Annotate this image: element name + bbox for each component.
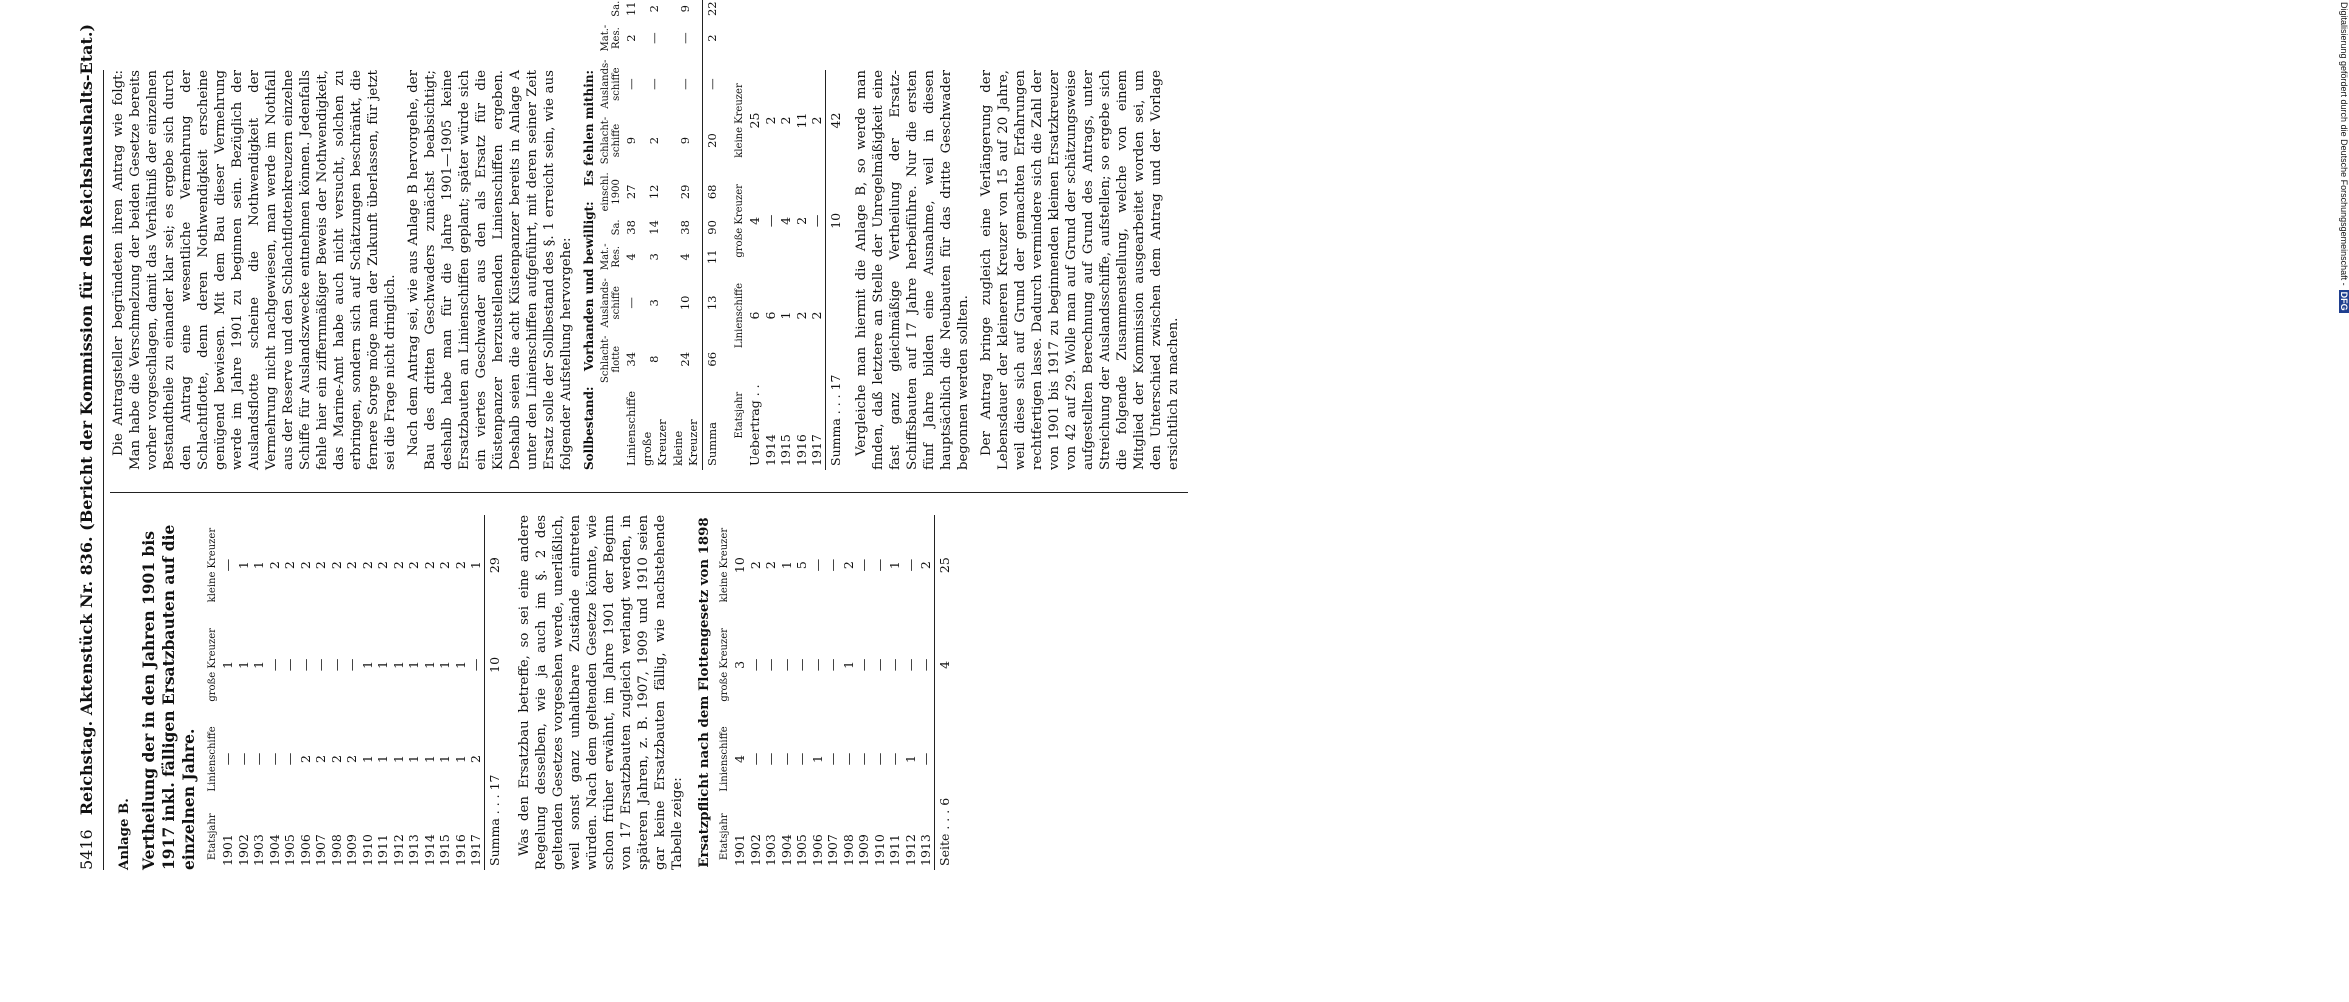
table-cell: 2	[793, 216, 809, 225]
table-row	[748, 515, 764, 870]
sum-cell: 10	[825, 171, 843, 271]
table-row	[267, 515, 283, 870]
table-row	[375, 515, 391, 870]
table-row	[763, 70, 779, 470]
ersatz-table	[732, 70, 843, 470]
paragraph-vergleiche: Vergleiche man hiermit die Anlage B, so werde man finden, daß letztere an Stelle der Unregelmäßigkeit eine fast ganz gleichmäßige Vertheilung der Ersatz-Schiffsbauten auf 17 Jahre herbeiführe. Nur die ersten fünf Jahre bilden eine Ausnahme, weil in diesen hauptsächlich die Neubauten für das dritte Geschwader begonnen werden sollten.	[854, 70, 971, 470]
table-cell: 1	[359, 754, 375, 763]
row-label: 1917	[468, 834, 483, 866]
table-row	[763, 515, 779, 870]
table-row	[360, 515, 376, 870]
table-cell: 2	[793, 311, 809, 320]
table-cell: 2	[313, 754, 328, 763]
table-cell: 12	[647, 184, 662, 200]
table-cell: —	[778, 658, 794, 672]
table-row	[825, 515, 841, 870]
row-label: 1917	[809, 434, 824, 466]
table-cell: 2	[809, 311, 824, 320]
anlage-b-table	[205, 515, 502, 870]
row-label: 1914	[762, 434, 778, 466]
table-cell: —	[747, 658, 763, 672]
table-cell: 1	[251, 561, 266, 570]
column-header: Auslands-schiffe	[600, 59, 622, 109]
table-cell: 1	[840, 660, 856, 669]
table-row	[220, 515, 236, 870]
paragraph-ersatzbau: Was den Ersatzbau betreffe, so sei eine andere Regelung desselben, wie ja auch im §. 2 des geltenden Gesetzes vorgesehen werde, unerläßlich, weil sonst ganz unhaltbare Zustände eintreten würden. Nach dem geltenden Gesetze könnte, wie schon früher erwähnt, im Jahre 1901 der Beginn von 17 Ersatzbauten zugleich verlangt werden, in späteren Jahren, z. B. 1907, 1909 und 1910 seien gar keine Ersatzbauten fällig, wie nachstehende Tabelle zeige:	[517, 514, 685, 870]
table-cell: —	[809, 214, 824, 228]
table-cell: 11	[624, 1, 638, 17]
table-cell: 8	[647, 355, 662, 363]
table-cell: 1	[421, 754, 437, 763]
table-row	[468, 515, 484, 870]
row-label: 1904	[778, 834, 794, 866]
row-label: 1905	[282, 834, 297, 866]
table-cell: 2	[344, 561, 359, 570]
table-cell: —	[328, 658, 344, 672]
column-header: große Kreuzer	[207, 628, 218, 702]
table-cell: 4	[678, 253, 693, 261]
row-label: 1903	[763, 834, 778, 866]
table-row	[810, 515, 826, 870]
table-cell: —	[902, 658, 918, 672]
table-cell: 1	[251, 660, 266, 669]
paragraph-antrag: Die Antragsteller begründeten ihren Antrag wie folgt: Man habe die Verschmelzung der beiden Gesetze bereits vorher vorgeschlagen, damit das Verhältniß der einzelnen Bestandtheile zu einander klar sei; es ergebe sich durch den Antrag eine wesentliche Vermehrung der Schlachtflotte, denn deren Nothwendigkeit erscheine genügend bewiesen. Mit dem Bau dieser Vermehrung werde im Jahre 1901 zu beginnen sein. Bezüglich der Auslandsflotte scheine die Nothwendigkeit der Vermehrung nicht nachgewiesen, man werde im Nothfall aus der Reserve und den Schlachtflottenkreuzern einzelne Schiffe für Auslandszwecke entnehmen können. Jedenfalls fehle hier ein ziffernmäßiger Beweis der Nothwendigkeit, das Marine-Amt habe auch nicht versucht, solchen zu erbringen, sondern sich auf Schätzungen beschränkt, die fernere Sorge möge man der Zukunft überlassen, für jetzt sei die Frage nicht dringlich.	[111, 70, 398, 470]
table-cell: —	[871, 752, 887, 766]
table-row	[671, 0, 703, 470]
sum-cell: 2	[702, 21, 720, 56]
table-cell: 2	[840, 561, 856, 570]
row-label: 1907	[313, 834, 328, 866]
table-cell: 2	[406, 561, 421, 570]
table-cell: 1	[359, 660, 375, 669]
column-header: große Kreuzer	[719, 628, 730, 702]
table-row	[841, 515, 857, 870]
row-label: 1912	[902, 834, 918, 866]
table-row	[624, 0, 640, 470]
column-header: Mat.-Res.	[600, 24, 622, 52]
column-header: Sa.	[611, 0, 622, 17]
column-header: kleine Kreuzer	[719, 527, 730, 603]
column-header: Auslands-schiffe	[600, 278, 622, 328]
table-row	[856, 515, 872, 870]
flottengesetz-title: Ersatzpflicht nach dem Flottengesetz von 1898	[697, 517, 712, 868]
column-header: Etatsjahr	[207, 813, 218, 861]
column-header: große Kreuzer	[734, 184, 745, 258]
row-label: 1909	[856, 834, 871, 866]
footer	[1349, 0, 2349, 1000]
table-cell: —	[871, 658, 887, 672]
table-cell: —	[778, 752, 794, 766]
table-row	[282, 515, 298, 870]
row-label: kleine Kreuzer	[670, 419, 700, 466]
table-cell: 1	[390, 660, 406, 669]
sum-cell: 68	[702, 168, 720, 215]
right-column	[110, 0, 1188, 470]
table-cell: —	[825, 752, 840, 766]
table-cell: —	[344, 658, 359, 672]
table-cell: 24	[678, 351, 693, 367]
table-cell: 2	[918, 561, 933, 570]
table-cell: 2	[266, 561, 282, 570]
row-label: 1915	[437, 834, 452, 866]
sum-row	[934, 515, 952, 870]
table-cell: 2	[624, 34, 638, 42]
table-cell: 9	[678, 5, 693, 13]
table-cell: —	[809, 558, 825, 572]
left-column	[110, 515, 1188, 870]
table-cell: 1	[778, 561, 794, 570]
table-cell: 2	[747, 561, 763, 570]
group-soll: Sollbestand:	[582, 386, 596, 470]
flottengesetz-table	[717, 515, 952, 870]
table-cell: 2	[647, 136, 662, 145]
row-label: 1908	[328, 834, 344, 866]
row-label: 1910	[871, 834, 887, 866]
table-cell: 1	[452, 660, 468, 669]
table-cell: —	[282, 658, 297, 672]
table-cell: —	[313, 658, 328, 672]
table-cell: 2	[328, 754, 344, 763]
table-cell: —	[678, 78, 693, 90]
table-cell: 1	[406, 754, 421, 763]
group-fehlen: Es fehlen mithin:	[582, 70, 596, 186]
anlage-b-title: Vertheilung der in den Jahren 1901 bis 1917 inkl. fälligen Ersatzbauten auf die einzelnen Jahre.	[139, 524, 198, 870]
table-row	[887, 515, 903, 870]
row-label: 1901	[732, 834, 747, 866]
table-cell: —	[809, 658, 825, 672]
table-row	[391, 515, 407, 870]
sum-label: Summa	[702, 387, 720, 470]
table-cell: 1	[220, 660, 235, 669]
table-cell: —	[794, 752, 809, 766]
sum-cell: 90	[702, 215, 720, 239]
row-label: 1906	[809, 834, 825, 866]
table-cell: 3	[732, 660, 747, 669]
sum-label: Summa . . . 17	[825, 271, 843, 470]
sum-label: Seite . . . 6	[934, 714, 952, 870]
sum-row	[702, 0, 720, 470]
table-row	[453, 515, 469, 870]
table-cell: 1	[406, 660, 421, 669]
column-header	[598, 387, 624, 470]
table-cell: —	[468, 658, 483, 672]
sollbestand-group-headers	[581, 70, 598, 470]
table-cell: 34	[624, 351, 638, 367]
column-divider	[110, 492, 1188, 493]
table-cell: 2	[390, 561, 406, 570]
table-row	[236, 515, 252, 870]
column-header: einschl. 1900	[600, 172, 622, 212]
table-cell: —	[251, 752, 266, 766]
table-cell: 14	[647, 220, 662, 235]
table-cell: —	[266, 658, 282, 672]
table-row	[313, 515, 329, 870]
table-cell: 1	[902, 754, 918, 763]
table-row	[918, 515, 934, 870]
table-row	[794, 515, 810, 870]
page-header	[77, 23, 96, 870]
sum-cell: 4	[934, 615, 952, 714]
row-label: 1901	[220, 834, 235, 866]
table-cell: 2	[313, 561, 328, 570]
table-row	[872, 515, 888, 870]
table-cell: 1	[778, 311, 793, 320]
table-cell: —	[887, 658, 902, 672]
row-label: 1906	[297, 834, 313, 866]
row-label: Linienschiffe	[624, 390, 638, 466]
sum-cell: 66	[702, 331, 720, 387]
anlage-b-label: Anlage B.	[117, 798, 132, 870]
sum-cell: 25	[934, 515, 952, 615]
table-cell: 4	[747, 216, 762, 225]
table-cell: —	[856, 752, 871, 766]
table-row	[778, 70, 794, 470]
table-row	[251, 515, 267, 870]
table-cell: 38	[624, 220, 638, 235]
table-cell: 3	[647, 299, 662, 307]
table-cell: 1	[390, 754, 406, 763]
sum-row	[825, 70, 843, 470]
table-cell: 1	[452, 754, 468, 763]
sum-cell: 29	[484, 515, 502, 615]
row-label: 1902	[235, 834, 251, 866]
table-cell: 2	[375, 561, 390, 570]
table-cell: —	[235, 752, 251, 766]
sum-cell: 42	[825, 70, 843, 171]
column-header: Etatsjahr	[719, 813, 730, 861]
table-cell: 2	[282, 561, 297, 570]
table-cell: 2	[297, 754, 313, 763]
table-cell: 1	[421, 660, 437, 669]
table-cell: 2	[297, 561, 313, 570]
table-cell: —	[624, 297, 638, 309]
column-header: Schlacht-flotte	[600, 335, 622, 383]
table-cell: 4	[624, 253, 638, 261]
row-label: 1914	[421, 834, 437, 866]
table-cell: 1	[809, 754, 825, 763]
row-label: 1911	[375, 834, 390, 866]
table-cell: 2	[468, 754, 483, 763]
sum-cell: 11	[702, 239, 720, 274]
table-cell: 38	[678, 220, 693, 235]
table-row	[747, 70, 763, 470]
table-cell: —	[763, 658, 778, 672]
table-cell: —	[647, 32, 662, 44]
table-cell: —	[297, 658, 313, 672]
table-cell: 6	[762, 311, 778, 320]
table-cell: 1	[375, 754, 390, 763]
table-cell: —	[918, 752, 933, 766]
column-header: kleine Kreuzer	[207, 527, 218, 603]
table-cell: —	[825, 558, 840, 572]
column-header: Mat.-Res.	[600, 243, 622, 271]
table-row	[732, 515, 748, 870]
table-cell: 2	[778, 116, 793, 125]
row-label: 1913	[406, 834, 421, 866]
row-label: 1915	[778, 434, 793, 466]
table-cell: 4	[778, 216, 793, 225]
table-cell: 2	[763, 561, 778, 570]
table-row	[903, 515, 919, 870]
table-cell: 1	[437, 754, 452, 763]
row-label: 1910	[359, 834, 375, 866]
row-label: 1913	[918, 834, 933, 866]
table-cell: 2	[762, 116, 778, 125]
sum-cell: 10	[484, 615, 502, 714]
header-rule	[103, 70, 104, 870]
table-cell: 2	[328, 561, 344, 570]
table-cell: —	[763, 752, 778, 766]
table-cell: —	[647, 78, 662, 90]
table-row	[298, 515, 314, 870]
row-label: 1902	[747, 834, 763, 866]
table-cell: 2	[344, 754, 359, 763]
row-label: Uebertrag . .	[747, 384, 762, 466]
table-cell: 3	[647, 253, 662, 261]
row-label: 1912	[390, 834, 406, 866]
table-cell: —	[282, 752, 297, 766]
row-label: 1905	[794, 834, 809, 866]
column-header: Linienschiffe	[207, 726, 218, 792]
table-cell: —	[747, 752, 763, 766]
group-vorhanden: Vorhanden und bewilligt:	[582, 201, 596, 372]
table-cell: 10	[678, 295, 693, 311]
footer-text: Digitalisierung gefördert durch die Deutsche Forschungsgemeinschaft -	[2339, 2, 2349, 286]
table-cell: 10	[732, 557, 747, 574]
table-cell: 4	[732, 754, 747, 763]
table-cell: —	[871, 558, 887, 572]
table-cell: 5	[794, 561, 809, 570]
table-row	[344, 515, 360, 870]
table-cell: 2	[421, 561, 437, 570]
table-cell: —	[902, 558, 918, 572]
table-row	[779, 515, 795, 870]
table-cell: —	[220, 558, 235, 572]
table-cell: 2	[437, 561, 452, 570]
sum-cell: 13	[702, 274, 720, 331]
table-cell: 2	[359, 561, 375, 570]
table-cell: 11	[793, 112, 809, 129]
sum-row	[484, 515, 502, 870]
table-cell: —	[762, 214, 778, 228]
table-cell: 2	[647, 5, 662, 13]
table-cell: —	[825, 658, 840, 672]
table-row	[437, 515, 453, 870]
column-header: kleine Kreuzer	[734, 83, 745, 158]
row-label: 1904	[266, 834, 282, 866]
sum-cell: 20	[702, 113, 720, 169]
table-row	[640, 0, 671, 470]
dfg-logo: DFG	[2339, 291, 2349, 311]
paragraph-verlaengerung: Der Antrag bringe zugleich eine Verlängerung der Lebensdauer der kleineren Kreuzer von 15 auf 20 Jahre, weil diese sich auf Grund der gemachten Erfahrungen rechtfertigen lasse. Dadurch vermindere sich die Zahl der von 1901 bis 1917 zu beginnenden kleinen Ersatzkreuzer von 42 auf 29. Wolle man auf Grund der schätzungsweise aufgestellten Berechnung auf Grund des Antrags, unter Streichung der Auslandsschiffe, aufstellen; so ergebe sich die folgende Zusammenstellung, welche von einem Mitglied der Kommission ausgearbeitet worden sei, um den Unterschied zwischen dem Antrag und der Vorlage ersichtlich zu machen.	[979, 70, 1181, 470]
page-number: 5416	[77, 829, 96, 870]
table-row	[794, 70, 810, 470]
table-cell: 1	[437, 660, 452, 669]
table-row	[422, 515, 438, 870]
sum-cell: —	[702, 55, 720, 112]
table-cell: —	[856, 658, 871, 672]
table-cell: —	[794, 658, 809, 672]
footer-text-wrap	[2339, 2, 2349, 1002]
table-cell: —	[678, 32, 693, 44]
column-header: Sa.	[611, 219, 622, 236]
row-label: 1907	[825, 834, 840, 866]
table-cell: 1	[375, 660, 390, 669]
table-cell: —	[918, 658, 933, 672]
table-cell: 1	[468, 561, 483, 570]
table-cell: —	[220, 752, 235, 766]
running-title: Reichstag. Aktenstück Nr. 836. (Bericht der Kommission für den Reichshaushalts-Etat.)	[77, 23, 96, 816]
row-label: 1916	[793, 434, 809, 466]
table-row	[809, 70, 825, 470]
table-cell: —	[624, 78, 638, 90]
table-cell: 1	[887, 561, 902, 570]
table-cell: —	[887, 752, 902, 766]
table-cell: 6	[747, 311, 762, 320]
column-header: Etatsjahr	[734, 391, 745, 439]
sum-cell: 22	[702, 0, 720, 21]
row-label: 1909	[344, 834, 359, 866]
row-label: große Kreuzer	[639, 419, 669, 466]
table-cell: 9	[624, 136, 638, 145]
row-label: 1903	[251, 834, 266, 866]
table-cell: 1	[235, 561, 251, 570]
sum-label: Summa . . . 17	[484, 714, 502, 870]
row-label: 1908	[840, 834, 856, 866]
table-cell: —	[266, 752, 282, 766]
table-cell: —	[840, 752, 856, 766]
table-cell: 9	[678, 136, 693, 145]
table-row	[406, 515, 422, 870]
table-row	[329, 515, 345, 870]
column-header: Linienschiffe	[734, 282, 745, 349]
table-cell: 25	[747, 112, 762, 129]
table-cell: 1	[235, 660, 251, 669]
table-cell: 2	[809, 116, 824, 125]
table-cell: 29	[678, 184, 693, 200]
column-header: Schlacht-schiffe	[600, 116, 622, 165]
table-cell: —	[856, 558, 871, 572]
table-cell: 2	[452, 561, 468, 570]
sollbestand-table	[598, 0, 720, 470]
table-cell: 27	[624, 184, 638, 200]
row-label: 1911	[887, 834, 902, 866]
column-header: Linienschiffe	[719, 726, 730, 792]
paragraph-anlage-b: Nach dem Antrag sei, wie aus Anlage B hervorgehe, der Bau des dritten Geschwaders zunächst beabsichtigt; deshalb habe man für die Jahre 1901—1905 keine Ersatzbauten an Linienschiffen geplant; später würde sich ein viertes Geschwader aus den als Ersatz für die Küstenpanzer herzustellenden Linienschiffen ergeben. Deshalb seien die acht Küstenpanzer bereits in Anlage A unter den Linienschiffen aufgeführt, mit deren seiner Zeit Ersatz solle der Sollbestand des §. 1 erreicht sein, wie aus folgender Aufstellung hervorgehe:	[406, 70, 574, 470]
row-label: 1916	[452, 834, 468, 866]
